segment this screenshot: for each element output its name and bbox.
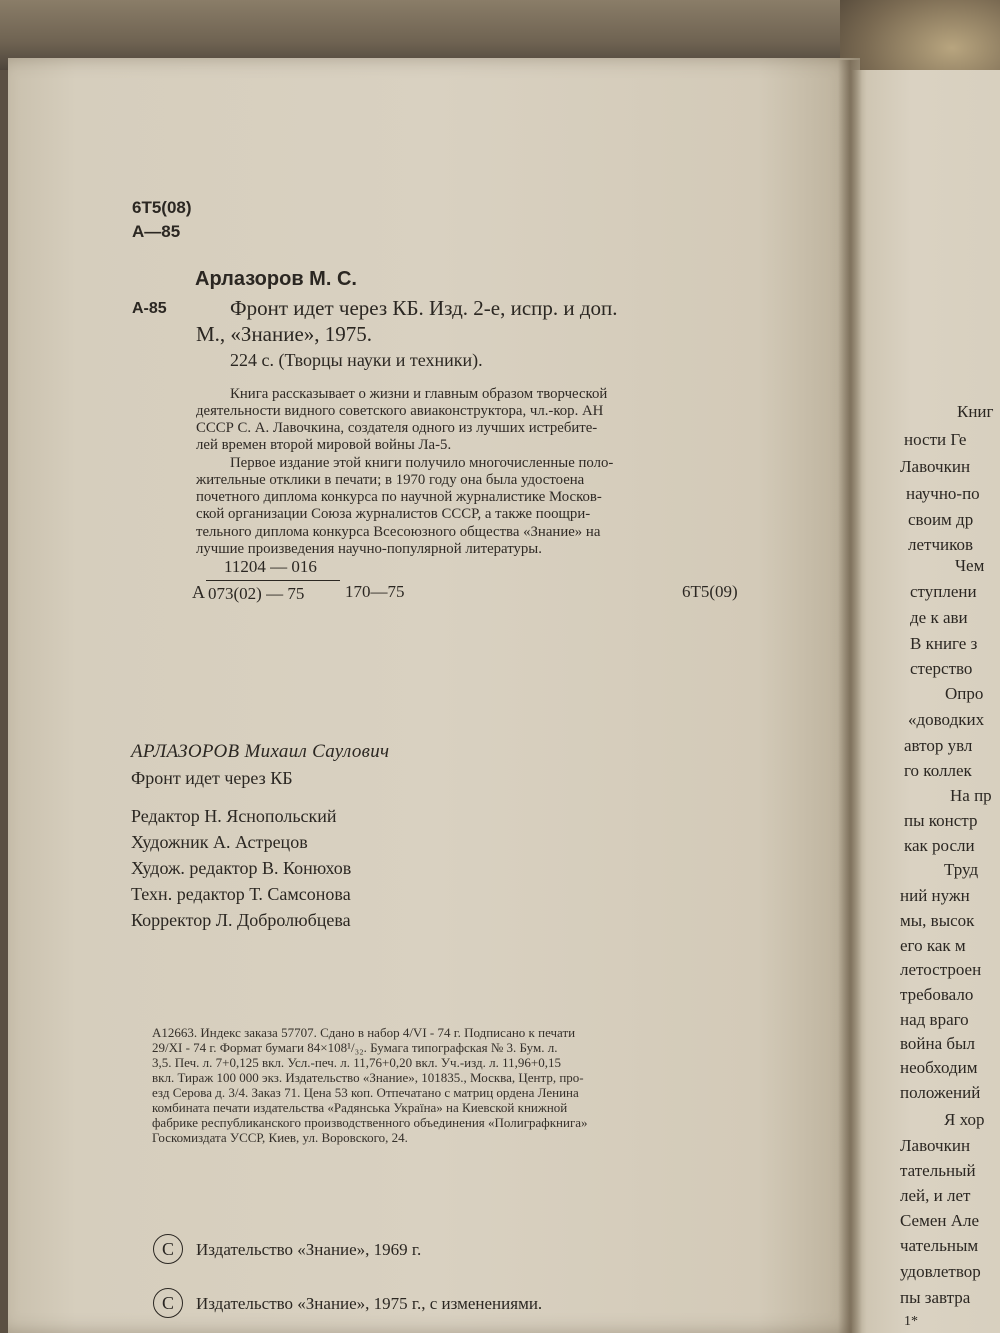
right-page-line: Труд	[944, 860, 979, 879]
right-page-line: В книге з	[910, 634, 978, 653]
right-page-line: пы констр	[904, 811, 978, 830]
bib-publisher: М., «Знание», 1975.	[196, 322, 373, 346]
catalog-code: 6Т5(08)	[132, 198, 192, 217]
right-page-line: пы завтра	[900, 1288, 971, 1307]
right-page-line: ступлени	[910, 582, 977, 601]
formula-prefix: А	[192, 582, 205, 602]
annotation-line: Первое издание этой книги получило многочисленные поло-	[230, 455, 614, 471]
annotation-line: жительные отклики в печати; в 1970 году она была удостоена	[196, 472, 585, 488]
side-catalog-code: А-85	[132, 300, 167, 317]
right-page-line: научно-по	[906, 484, 980, 503]
formula-denominator: 073(02) — 75	[208, 584, 305, 603]
right-page-line: де к ави	[910, 608, 968, 627]
annotation-line: лучшие произведения научно-популярной литературы.	[196, 541, 542, 557]
right-page-line: как росли	[904, 836, 975, 855]
credit-editor: Редактор Н. Яснопольский	[131, 806, 337, 826]
right-page-line: положений	[900, 1083, 981, 1102]
credits-author: АРЛАЗОРОВ Михаил Саулович	[131, 741, 390, 762]
annotation-line: ской организации Союза журналистов СССР, а также поощри-	[196, 506, 591, 522]
right-page-line: удовлетвор	[900, 1262, 981, 1281]
colophon-line: вкл. Тираж 100 000 экз. Издательство «Знание», 101835., Москва, Центр, про-	[152, 1070, 584, 1085]
colophon-line: комбината печати издательства «Радянська Україна» на Киевской книжной	[152, 1100, 568, 1115]
right-page-line: Опро	[945, 684, 984, 703]
right-page-line: стерство	[910, 659, 973, 678]
right-page-line: война был	[900, 1034, 975, 1053]
copyright-icon: C	[153, 1234, 183, 1264]
colophon-line: Госкомиздата УССР, Киев, ул. Воровского, 24.	[152, 1130, 408, 1145]
annotation-line: тельного диплома конкурса Всесоюзного общества «Знание» на	[196, 524, 601, 540]
copyright-icon: C	[153, 1288, 183, 1318]
right-page-line: летостроен	[900, 960, 982, 979]
right-page-line: Лавочкин	[900, 457, 971, 476]
right-page-line: над враго	[900, 1010, 969, 1029]
copyright-1975: Издательство «Знание», 1975 г., с изменениями.	[196, 1294, 543, 1313]
annotation-line: Книга рассказывает о жизни и главным образом творческой	[230, 386, 608, 402]
right-page-line: тательный	[900, 1161, 976, 1180]
right-page-line: ности Ге	[904, 430, 967, 449]
annotation-line: почетного диплома конкурса по научной журналистике Москов-	[196, 489, 602, 505]
annotation-line: деятельности видного советского авиаконструктора, чл.-кор. АН	[196, 403, 604, 419]
right-page-line: Я хор	[944, 1110, 985, 1129]
bib-author: Арлазоров М. С.	[195, 268, 357, 290]
right-page-line: «доводких	[908, 710, 985, 729]
credits-title: Фронт идет через КБ	[131, 768, 293, 788]
copyright-1969: Издательство «Знание», 1969 г.	[196, 1240, 422, 1259]
colophon-line: фабрике республиканского производственного объединения «Полиграфкнига»	[152, 1115, 588, 1130]
bib-pages: 224 с. (Творцы науки и техники).	[230, 350, 483, 370]
book-gutter	[838, 60, 862, 1333]
colophon-line: А12663. Индекс заказа 57707. Сдано в набор 4/VI - 74 г. Подписано к печати	[152, 1025, 576, 1040]
right-page-line: требовало	[900, 985, 974, 1004]
right-page-line: своим др	[908, 510, 974, 529]
right-page-line: Семен Але	[900, 1211, 980, 1230]
right-page-line: Лавочкин	[900, 1136, 971, 1155]
credit-tech-editor: Техн. редактор Т. Самсонова	[131, 884, 351, 904]
colophon-line: 29/XI - 74 г. Формат бумаги 84×108¹/₃₂. Бумага типографская № 3. Бум. л.	[152, 1040, 558, 1055]
colophon-line: 3,5. Печ. л. 7+0,125 вкл. Усл.-печ. л. 11,76+0,20 вкл. Уч.-изд. л. 11,96+0,15	[152, 1055, 561, 1070]
formula-numerator: 11204 — 016	[224, 557, 317, 576]
formula-suffix: 170—75	[345, 582, 405, 601]
left-page	[8, 58, 860, 1333]
formula-right-code: 6Т5(09)	[682, 582, 738, 601]
credit-proofreader: Корректор Л. Добролюбцева	[131, 910, 351, 930]
right-page-line: Чем	[955, 556, 985, 575]
colophon-line: езд Серова д. 3/4. Заказ 71. Цена 53 коп. Отпечатано с матриц ордена Ленина	[152, 1085, 579, 1100]
credit-art-editor: Худож. редактор В. Конюхов	[131, 858, 352, 878]
right-page-line: ний нужн	[900, 886, 970, 905]
right-page-line: необходим	[900, 1058, 978, 1077]
right-page-line: Книг	[957, 402, 994, 421]
catalog-letter: А—85	[132, 222, 181, 241]
right-page-line: чательным	[900, 1236, 979, 1255]
right-page-line: лей, и лет	[900, 1186, 971, 1205]
right-page-line: мы, высок	[900, 911, 975, 930]
formula-fraction-line	[206, 580, 340, 581]
right-page-line: автор увл	[904, 736, 973, 755]
credit-artist: Художник А. Астрецов	[131, 832, 308, 852]
right-page-line: его как м	[900, 936, 966, 955]
annotation-line: лей времен второй мировой войны Ла-5.	[196, 437, 452, 453]
right-page-line: На пр	[950, 786, 992, 805]
right-page-line: го коллек	[904, 761, 972, 780]
annotation-line: СССР С. А. Лавочкина, создателя одного из лучших истребите-	[196, 420, 598, 436]
right-page-signature: 1*	[904, 1314, 918, 1329]
right-page-line: летчиков	[908, 535, 974, 554]
bib-title: Фронт идет через КБ. Изд. 2-е, испр. и доп.	[230, 296, 618, 320]
